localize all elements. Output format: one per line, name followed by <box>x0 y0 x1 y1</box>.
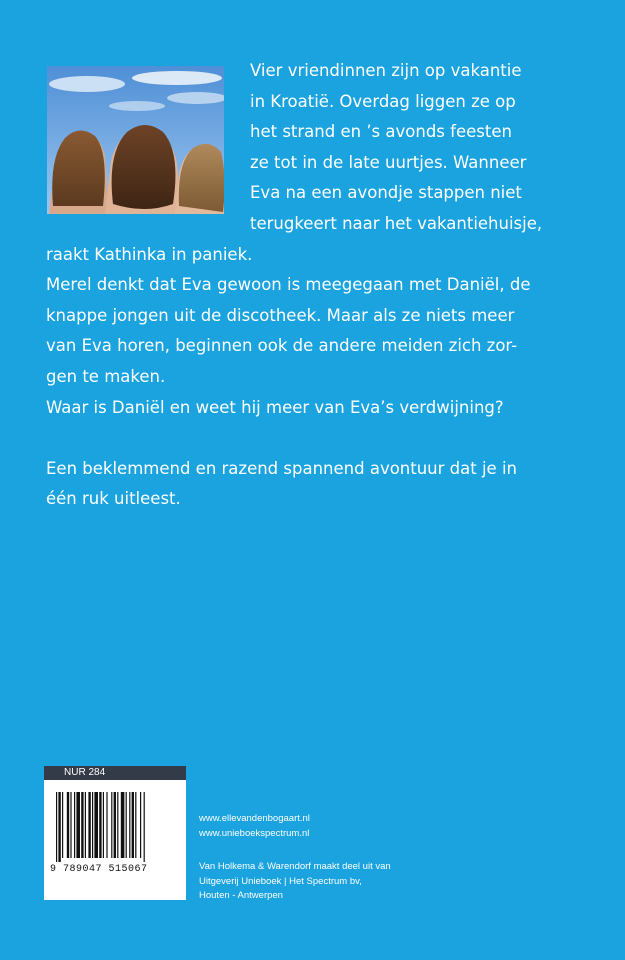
barcode-bar <box>76 792 80 858</box>
barcode-bar <box>114 792 116 858</box>
barcode-bar <box>74 792 75 858</box>
barcode-bar <box>135 792 136 858</box>
barcode-bar <box>121 792 125 858</box>
publisher-line: Van Holkema & Warendorf maakt deel uit van <box>199 861 391 872</box>
barcode-bar <box>81 792 83 858</box>
barcode-bar <box>70 792 71 858</box>
barcode-bar <box>92 792 93 858</box>
barcode-bar <box>67 792 69 858</box>
blurb-line: knappe jongen uit de discotheek. Maar als ze niets meer <box>46 305 515 325</box>
blurb-line: terugkeert naar het vakantiehuisje, <box>250 213 543 233</box>
blurb-line: het strand en ’s avonds feesten <box>250 122 512 142</box>
publisher-website-link[interactable]: www.unieboekspectrum.nl <box>199 827 310 839</box>
barcode-bar <box>58 792 60 862</box>
barcode-bar <box>85 792 86 858</box>
barcode-panel <box>44 780 186 900</box>
barcode-bar <box>106 792 107 858</box>
blurb-line: in Kroatië. Overdag liggen ze op <box>250 91 516 111</box>
barcode-bar <box>144 792 145 862</box>
barcode-bar <box>129 792 130 858</box>
blurb-line: Waar is Daniël en weet hij meer van Eva’s verdwijning? <box>46 397 504 417</box>
blurb-line: Eva na een avondje stappen niet <box>250 183 522 203</box>
barcode-bar <box>94 792 98 858</box>
barcode-bar <box>126 792 127 858</box>
nur-code: NUR 284 <box>44 766 186 780</box>
paragraph-gap <box>46 423 586 454</box>
publisher-info <box>199 812 459 904</box>
barcode-bar <box>99 792 101 858</box>
blurb-line: Een beklemmend en razend spannend avontuur dat je in <box>46 458 517 478</box>
blurb-line: gen te maken. <box>46 366 166 386</box>
blurb-text <box>46 56 586 515</box>
isbn-number: 9 789047 515067 <box>50 864 148 875</box>
blurb-line: raakt Kathinka in paniek. <box>46 244 253 264</box>
barcode-bar <box>140 792 141 858</box>
barcode-bar <box>103 792 104 858</box>
barcode-bar <box>88 792 90 858</box>
barcode-bar <box>62 792 63 858</box>
barcode-bar <box>56 792 57 862</box>
blurb-line: van Eva horen, beginnen ook de andere meiden zich zor- <box>46 336 518 356</box>
barcode-bar <box>117 792 118 858</box>
author-website-link[interactable]: www.ellevandenbogaart.nl <box>199 813 310 824</box>
barcode-bar <box>111 792 112 858</box>
barcode-bar <box>132 792 134 858</box>
blurb-line: één ruk uitleest. <box>46 489 181 509</box>
publisher-line: Houten - Antwerpen <box>199 890 283 901</box>
publisher-line: Uitgeverij Unieboek | Het Spectrum bv, <box>199 875 362 887</box>
blurb-line: Merel denkt dat Eva gewoon is meegegaan met Daniël, de <box>46 275 531 295</box>
blurb-line: ze tot in de late uurtjes. Wanneer <box>250 152 527 172</box>
barcode-icon <box>54 792 176 862</box>
blurb-line: Vier vriendinnen zijn op vakantie <box>250 61 522 80</box>
